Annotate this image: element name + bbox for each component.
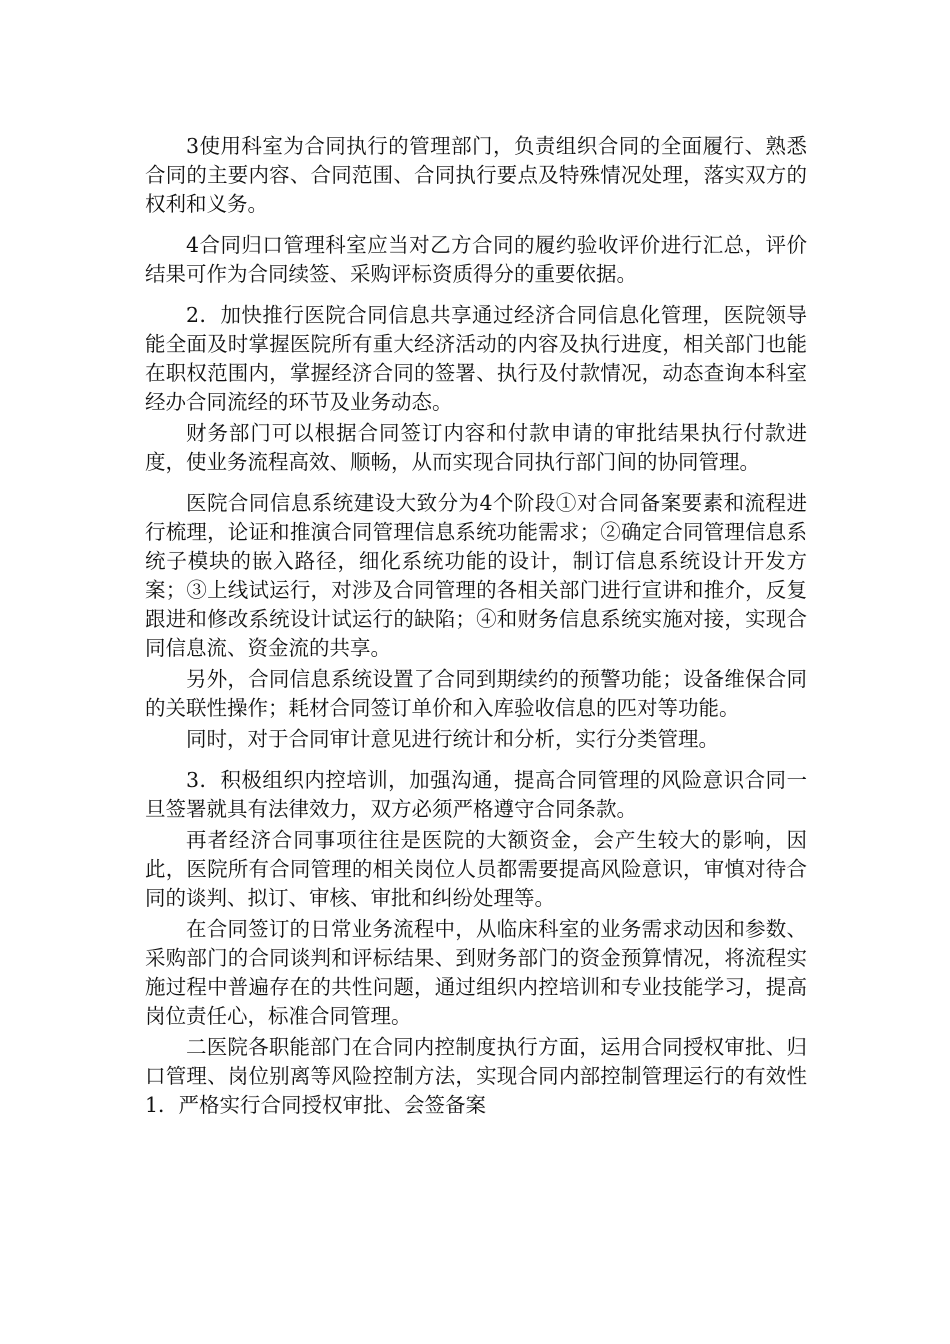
paragraph-internal-training: 3．积极组织内控培训，加强沟通，提高合同管理的风险意识合同一旦签署就具有法律效力，双方必须严格遵守合同条款。: [145, 768, 807, 821]
paragraph-audit-opinions: 同时，对于合同审计意见进行统计和分析，实行分类管理。: [186, 727, 719, 751]
paragraph-risk-awareness: 再者经济合同事项往往是医院的大额资金，会产生较大的影响，因此，医院所有合同管理的相关岗位人员都需要提高风险意识，审慎对待合同的谈判、拟订、审核、审批和纠纷处理等。: [145, 828, 807, 910]
paragraph-usage-dept: 3使用科室为合同执行的管理部门，负责组织合同的全面履行、熟悉合同的主要内容、合同范围、合同执行要点及特殊情况处理，落实双方的权利和义务。: [145, 134, 807, 216]
paragraph-system-stages: 医院合同信息系统建设大致分为4个阶段①对合同备案要素和流程进行梳理，论证和推演合同管理信息系统功能需求；②确定合同管理信息系统子模块的嵌入路径，细化系统功能的设计，制订信息系统设计开发方案；③上线试运行，对涉及合同管理的各相关部门进行宣讲和推介，反复跟进和修改系统设计试运行的缺陷；④和财务信息系统实施对接，实现合同信息流、资金流的共享。: [145, 491, 807, 660]
document-body: [145, 132, 807, 1120]
paragraph-functional-depts: 二医院各职能部门在合同内控制度执行方面，运用合同授权审批、归口管理、岗位别离等风险控制方法，实现合同内部控制管理运行的有效性1．严格实行合同授权审批、会签备案: [145, 1035, 807, 1117]
paragraph-warning-functions: 另外，合同信息系统设置了合同到期续约的预警功能；设备维保合同的关联性操作；耗材合同签订单价和入库验收信息的匹对等功能。: [145, 667, 807, 720]
paragraph-daily-workflow: 在合同签订的日常业务流程中，从临床科室的业务需求动因和参数、采购部门的合同谈判和评标结果、到财务部门的资金预算情况，将流程实施过程中普遍存在的共性问题，通过组织内控培训和专业技能学习，提高岗位责任心，标准合同管理。: [145, 917, 807, 1028]
paragraph-finance-dept: 财务部门可以根据合同签订内容和付款申请的审批结果执行付款进度，使业务流程高效、顺畅，从而实现合同执行部门间的协同管理。: [145, 421, 807, 474]
paragraph-acceptance-evaluation: 4合同归口管理科室应当对乙方合同的履约验收评价进行汇总，评价结果可作为合同续签、采购评标资质得分的重要依据。: [145, 233, 807, 286]
paragraph-info-sharing: 2．加快推行医院合同信息共享通过经济合同信息化管理，医院领导能全面及时掌握医院所有重大经济活动的内容及执行进度，相关部门也能在职权范围内，掌握经济合同的签署、执行及付款情况，动态查询本科室经办合同流经的环节及业务动态。: [145, 303, 807, 414]
